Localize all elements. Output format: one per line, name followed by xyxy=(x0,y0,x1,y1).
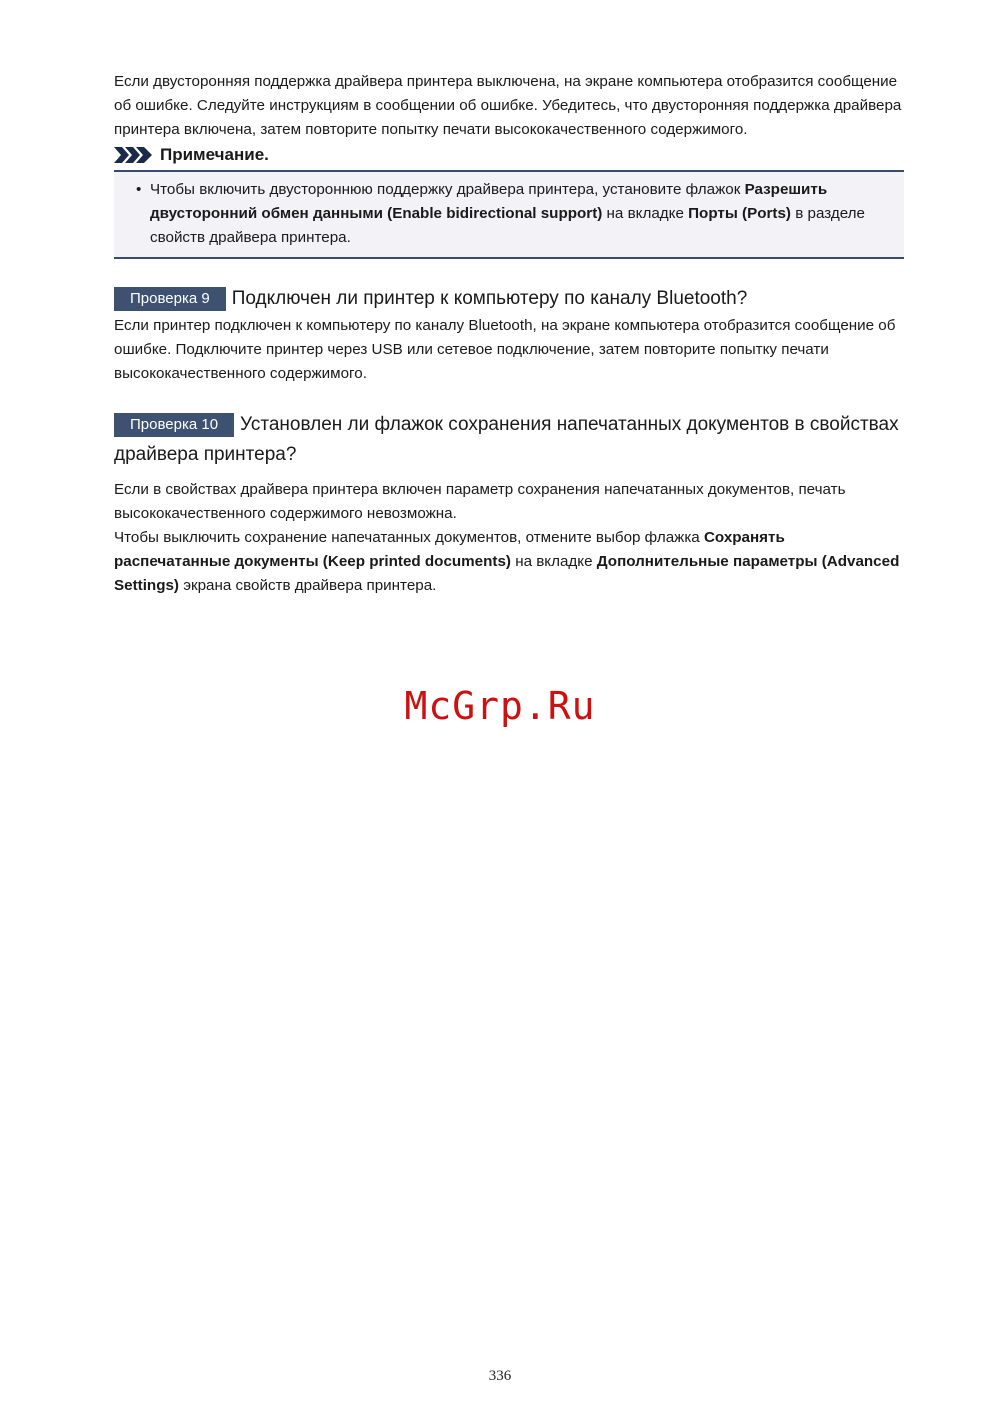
note-header xyxy=(114,142,904,168)
note-list-item xyxy=(136,178,892,250)
note-title: Примечание. xyxy=(160,145,269,164)
note-text xyxy=(150,178,892,250)
watermark: McGrp.Ru xyxy=(404,684,596,728)
note-text-1: Чтобы включить двустороннюю поддержку драйвера принтера, установите флажок xyxy=(150,181,745,198)
p2-bold-2: Дополнительные параметры (Advanced Settings) xyxy=(114,553,900,594)
bullet: • xyxy=(136,181,142,198)
intro-paragraph: Если двусторонняя поддержка драйвера принтера выключена, на экране компьютера отобразится сообщение об ошибке. Следуйте инструкциям в сообщении об ошибке. Убедитесь, что двусторонняя поддержка драйвера принтера включена, затем повторите попытку печати высококачественного содержимого. xyxy=(114,73,902,138)
note-box xyxy=(114,170,904,259)
note-bold-1: Разрешить двусторонний обмен данными (Enable bidirectional support) xyxy=(150,181,828,222)
page-content xyxy=(114,70,904,598)
note-bold-2: Порты (Ports) xyxy=(688,205,791,222)
check-10-badge: Проверка 10 xyxy=(114,413,234,437)
check-10-heading xyxy=(114,410,904,470)
p2-text-1: Чтобы выключить сохранение напечатанных документов, отмените выбор флажка xyxy=(114,529,704,546)
check-9-body: Если принтер подключен к компьютеру по каналу Bluetooth, на экране компьютера отобразится сообщение об ошибке. Подключите принтер через USB или сетевое подключение, затем повторите попытку печати высококачественного содержимого. xyxy=(114,317,896,382)
check-9-badge: Проверка 9 xyxy=(114,287,226,311)
page-number: 336 xyxy=(488,1368,512,1384)
note-text-3: в разделе свойств драйвера принтера. xyxy=(150,205,865,246)
check-9-heading xyxy=(114,284,904,314)
p2-bold-1: Сохранять распечатанные документы (Keep printed documents) xyxy=(114,529,785,570)
check-9-title: Подключен ли принтер к компьютеру по каналу Bluetooth? xyxy=(231,288,748,309)
check-9-section xyxy=(114,284,904,386)
p2-text-3: экрана свойств драйвера принтера. xyxy=(178,577,437,594)
note-text-2: на вкладке xyxy=(602,205,689,222)
note-chevrons-icon xyxy=(114,147,154,163)
check-10-title: Установлен ли флажок сохранения напечатанных документов в свойствах драйвера принтера? xyxy=(114,414,899,465)
check-10-body: Если в свойствах драйвера принтера включен параметр сохранения напечатанных документов, печать высококачественного содержимого невозможна. xyxy=(114,481,846,522)
check-10-section xyxy=(114,410,904,598)
check-10-paragraph-2 xyxy=(114,526,904,598)
p2-text-2: на вкладке xyxy=(510,553,597,570)
